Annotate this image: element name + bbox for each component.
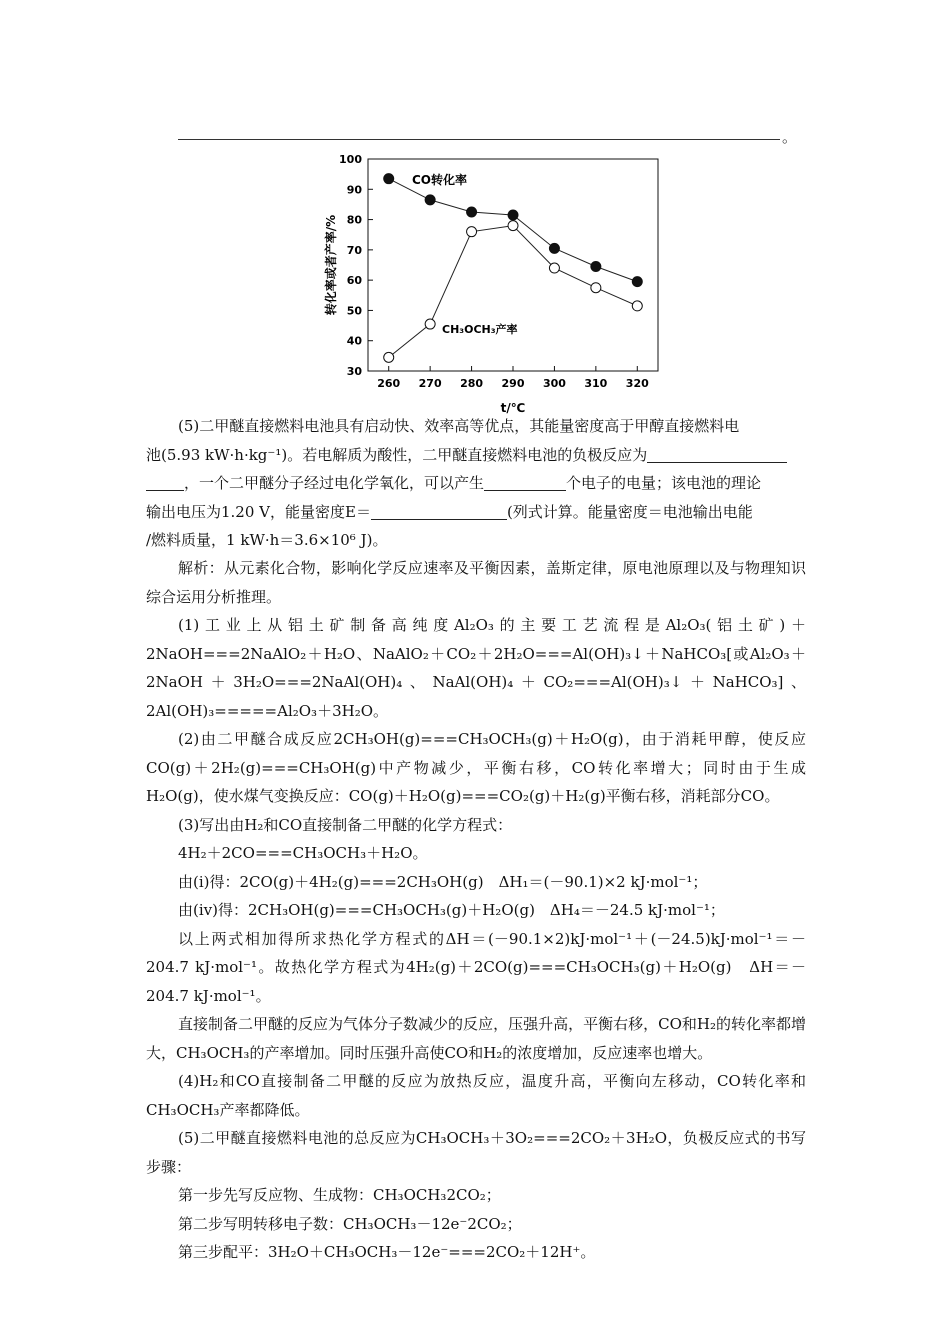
- y-tick-label: 60: [346, 274, 362, 288]
- x-tick-label: 300: [542, 377, 566, 390]
- dme-yield-point: [508, 221, 518, 231]
- x-axis-label: t/℃: [500, 401, 526, 415]
- co-conversion-point: [508, 210, 518, 220]
- co-conversion-point: [591, 262, 601, 272]
- solution-part-2: (2)由二甲醚合成反应2CH₃OH(g)===CH₃OCH₃(g)＋H₂O(g)，由于消耗甲醇，使反应CO(g)＋2H₂(g)===CH₃OH(g)中产物减少，平衡右移，CO转化率增大；同时由于生成H₂O(g)，使水煤气变换反应：CO(g)＋H₂O(g)===CO₂(g)＋H₂(g)平衡右移，消耗部分CO。: [146, 730, 806, 805]
- dme-yield-point: [425, 319, 435, 329]
- solution-pressure: 直接制备二甲醚的反应为气体分子数减少的反应，压强升高，平衡右移，CO和H₂的转化率都增大，CH₃OCH₃的产率增加。同时压强升高使CO和H₂的浓度增加，反应速率也增大。: [146, 1015, 806, 1062]
- solution-step-3: 第三步配平：3H₂O＋CH₃OCH₃－12e⁻===2CO₂＋12H⁺。: [178, 1243, 596, 1261]
- solution-step-iv: 由(ⅳ)得：2CH₃OH(g)===CH₃OCH₃(g)＋H₂O(g) ΔH₄＝－24.5 kJ·mol⁻¹；: [178, 901, 725, 919]
- co-conversion-point: [549, 243, 559, 253]
- q5-line-4: 输出电压为1.20 V，能量密度E＝ (列式计算。能量密度＝电池输出电能: [146, 502, 753, 521]
- solution-part-3-intro: (3)写出由H₂和CO直接制备二甲醚的化学方程式：: [178, 815, 513, 834]
- q5-line-2: 池(5.93 kW·h·kg⁻¹)。若电解质为酸性，二甲醚直接燃料电池的负极反应为: [146, 441, 806, 470]
- anode-reaction-blank-cont[interactable]: [146, 474, 184, 491]
- dme-yield-point: [467, 227, 477, 237]
- energy-density-blank[interactable]: [371, 503, 507, 520]
- q5-line-5: /燃料质量，1 kW·h＝3.6×10⁶ J)。: [146, 531, 388, 549]
- solution-sum: 以上两式相加得所求热化学方程式的ΔH＝(－90.1×2)kJ·mol⁻¹＋(－24.5)kJ·mol⁻¹＝－204.7 kJ·mol⁻¹。故热化学方程式为4H₂(g)＋2CO(g)===CH₃OCH₃(g)＋H₂O(g) ΔH＝－204.7 kJ·mol⁻¹。: [146, 929, 806, 1005]
- x-tick-label: 280: [460, 377, 484, 390]
- solution-part-5: (5)二甲醚直接燃料电池的总反应为CH₃OCH₃＋3O₂===2CO₂＋3H₂O，负极反应式的书写步骤：: [146, 1129, 806, 1176]
- y-axis-label: 转化率或者产率/%: [324, 214, 338, 316]
- solution-equation: 4H₂＋2CO===CH₃OCH₃＋H₂O。: [178, 844, 428, 862]
- conversion-yield-chart: [318, 150, 668, 415]
- solution-step-2: 第二步写明转移电子数：CH₃OCH₃－12e⁻2CO₂；: [178, 1214, 522, 1233]
- answer-blank-line: [178, 139, 780, 140]
- dme-yield-point: [632, 301, 642, 311]
- electron-count-blank[interactable]: [484, 474, 566, 491]
- x-tick-label: 270: [418, 377, 442, 390]
- x-tick-label: 320: [625, 377, 649, 390]
- y-tick-label: 80: [346, 213, 362, 227]
- co-conversion-point: [384, 174, 394, 184]
- x-tick-label: 290: [501, 377, 525, 390]
- solution-part-4: (4)H₂和CO直接制备二甲醚的反应为放热反应，温度升高，平衡向左移动，CO转化率和CH₃OCH₃产率都降低。: [146, 1072, 806, 1119]
- y-tick-label: 90: [346, 183, 362, 197]
- y-tick-label: 100: [339, 153, 362, 166]
- solution-step-i: 由(ⅰ)得：2CO(g)＋4H₂(g)===2CH₃OH(g) ΔH₁＝(－90.1)×2 kJ·mol⁻¹；: [178, 872, 708, 891]
- q5-line-3: ，一个二甲醚分子经过电化学氧化，可以产生 个电子的电量；该电池的理论: [146, 469, 806, 498]
- x-tick-label: 260: [377, 377, 401, 390]
- solution-block: [146, 554, 806, 1267]
- dme-yield-point: [591, 283, 601, 293]
- co-conversion-point: [467, 207, 477, 217]
- y-tick-label: 40: [346, 334, 362, 348]
- dme-yield-point: [384, 352, 394, 362]
- x-tick-label: 310: [584, 377, 608, 390]
- legend-dme-yield: CH₃OCH₃产率: [442, 323, 518, 336]
- co-conversion-point: [425, 195, 435, 205]
- answer-line-period: 。: [782, 128, 798, 146]
- anode-reaction-blank[interactable]: [647, 446, 787, 463]
- question-5-block: [146, 412, 806, 555]
- y-tick-label: 30: [346, 365, 362, 378]
- dme-yield-point: [549, 263, 559, 273]
- y-tick-label: 50: [346, 304, 362, 318]
- series-line-2: [389, 226, 638, 358]
- legend-co-conversion: CO转化率: [412, 173, 468, 187]
- solution-intro: 解析：从元素化合物，影响化学反应速率及平衡因素，盖斯定律，原电池原理以及与物理知识综合运用分析推理。: [146, 559, 806, 606]
- q5-line-1: (5)二甲醚直接燃料电池具有启动快、效率高等优点，其能量密度高于甲醇直接燃料电: [178, 417, 740, 435]
- y-tick-label: 70: [346, 243, 362, 257]
- co-conversion-point: [632, 277, 642, 287]
- solution-part-1: (1)工业上从铝土矿制备高纯度Al₂O₃的主要工艺流程是Al₂O₃(铝土矿)＋2NaOH===2NaAlO₂＋H₂O、NaAlO₂＋CO₂＋2H₂O===Al(OH)₃↓＋NaHCO₃[或Al₂O₃＋2NaOH＋3H₂O===2NaAl(OH)₄、NaAl(OH)₄＋CO₂===Al(OH)₃↓＋NaHCO₃]、2Al(OH)₃=====Al₂O₃＋3H₂O。: [146, 616, 806, 720]
- solution-step-1: 第一步先写反应物、生成物：CH₃OCH₃2CO₂；: [178, 1186, 501, 1204]
